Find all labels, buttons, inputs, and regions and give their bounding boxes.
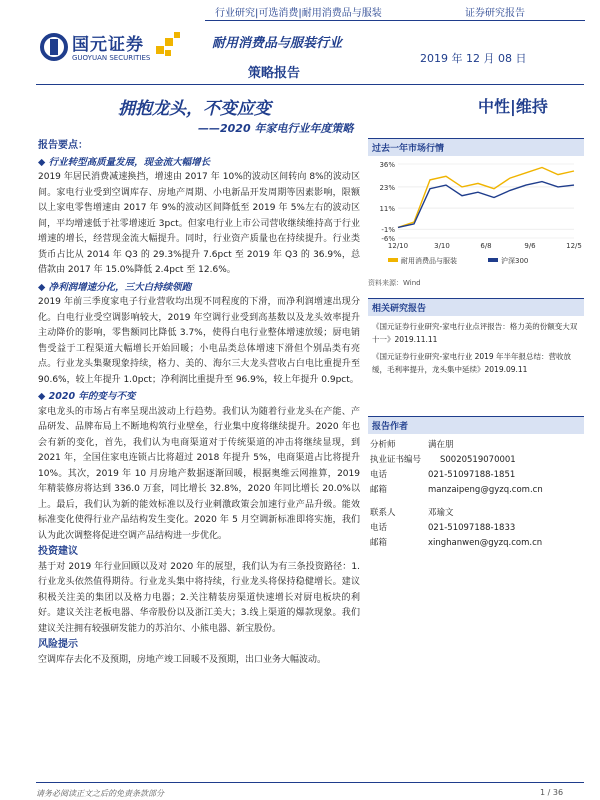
risk-heading: 风险提示 [38, 639, 78, 650]
company-name: 国元证券 [72, 35, 144, 55]
legend-swatch [388, 258, 398, 262]
series-line [398, 168, 574, 228]
contact-name: 邓瑜文 [428, 508, 454, 518]
x-tick-label: 9/6 [524, 242, 536, 250]
contact-phone: 021-51097188-1833 [428, 523, 516, 533]
logo-mark-icon [156, 32, 182, 62]
phone-label: 电话 [370, 523, 388, 533]
related-item[interactable]: 《国元证券行业研究-家电行业 2019 年半年报总结：营收放缓，毛利率提升，龙头集中延续》2019.09.11 [372, 352, 572, 374]
top-divider [205, 20, 585, 21]
y-tick-label: 11% [379, 205, 395, 214]
contact-email[interactable]: xinghanwen@gyzq.com.cn [428, 538, 543, 548]
risk-text: 空调库存去化不及预期，房地产竣工回暖不及预期，出口业务大幅波动。 [38, 654, 327, 665]
summary-heading: 报告要点： [38, 140, 88, 151]
report-kind: 策略报告 [248, 66, 301, 81]
legend-swatch [488, 258, 498, 262]
analyst-email[interactable]: manzaipeng@gyzq.com.cn [428, 485, 543, 495]
summary-column [38, 138, 360, 668]
chart-title: 过去一年市场行情 [368, 138, 584, 156]
analyst-phone: 021-51097188-1851 [428, 470, 516, 480]
series-line [398, 182, 574, 228]
report-type: 证券研究报告 [465, 8, 525, 19]
email-label: 邮箱 [370, 485, 388, 495]
bullet-title: ◆ 净利润增速分化，三大白持续领跑 [38, 280, 360, 296]
legend-label: 耐用消费品与服装 [401, 257, 457, 265]
market-chart-svg [368, 156, 584, 276]
x-tick-label: 12/5 [566, 242, 582, 250]
contact-label: 联系人 [370, 508, 396, 518]
y-tick-label: -6% [381, 235, 395, 243]
industry-name: 耐用消费品与服装行业 [212, 36, 343, 51]
invest-heading: 投资建议 [38, 546, 78, 557]
company-logo [40, 28, 190, 68]
chart-source: 资料来源：Wind [368, 279, 421, 287]
header-divider [36, 84, 584, 85]
logo-icon [40, 30, 68, 64]
email-label: 邮箱 [370, 538, 388, 548]
investment-rating: 中性|维持 [478, 97, 548, 116]
y-tick-label: 23% [379, 183, 395, 192]
bullet-text: 2019 年居民消费减速换挡，增速由 2017 年 10%的波动区间转向 8%的波动区间。家电行业受到空调库存、房地产周期、小电新品开发周期等因素影响，限额以上家电零售增速由 2017 年 9%的波动区间降低至 2019 年 5%左右的波动区间，平均增速低于社零增速近 3pct。但家电行业上市公司营收继续维持高于行业增速的增长，经营现金流大幅提升。同时，行业资产质量也在持续提升。行业类货币占比从 2014 年 Q3 的 29.3%提升 7.6pct 至 2019 年 Q3 的 36.9%，总借款由 2017 年 15.0%降低 2.4pct 至 12.6%。 [38, 172, 360, 275]
report-subtitle: ——2020 年家电行业年度策略 [198, 122, 354, 135]
page-number: 1 / 36 [540, 788, 564, 797]
footer-divider [36, 782, 584, 783]
x-tick-label: 12/10 [387, 242, 409, 250]
license-label: 执业证书编号 [370, 455, 422, 465]
analyst-name: 满在朋 [428, 440, 454, 450]
analyst-label: 分析师 [370, 440, 396, 450]
license-number: S0020519070001 [440, 455, 516, 465]
category-breadcrumb: 行业研究|可选消费|耐用消费品与服装 [215, 8, 382, 19]
y-tick-label: 36% [379, 161, 395, 169]
related-heading: 相关研究报告 [368, 298, 584, 316]
invest-text: 基于对 2019 年行业回顾以及对 2020 年的展望，我们认为有三条投资路径：1.行业龙头依然值得期待。行业龙头集中将持续，行业龙头将保持稳健增长。建议积极关注美的集团以及格力电器；2.关注精装房渠道快速增长对厨电板块的利好。建议关注老板电器、华帝股份以及浙江美大；3.线上渠道的爆款现象。我们建议关注拥有较强研发能力的苏泊尔、小熊电器、新宝股份。 [38, 561, 360, 634]
phone-label: 电话 [370, 470, 388, 480]
bullet-text: 2019 年前三季度家电子行业营收均出现不同程度的下滑，而净利润增速出现分化。白电行业受空调影响较大，2019 年空调行业受到高基数以及龙头效率提升主动降价的影响，零售额同比降低 3.7%，使得白电行业整体增速放缓；厨电销售受益于工程渠道大幅增长开始回暖；小电品类总体增速下滑但个别品类有亮点。行业龙头集聚现象持续，格力、美的、海尔三大龙头营收占白电比重提升至 90.6%，较上年提升 1.0pct；净利润比重提升至 96.9%，较上年提升 0.9pct。 [38, 297, 360, 385]
disclaimer-notice: 请务必阅读正文之后的免责条款部分 [36, 789, 164, 798]
legend-label: 沪深300 [501, 257, 529, 265]
market-chart [368, 156, 584, 276]
bullet-title: ◆ 行业转型高质量发展，现金流大幅增长 [38, 155, 360, 171]
bullet-text: 家电龙头的市场占有率呈现出波动上行趋势。我们认为随着行业龙头在产能、产品研发、品牌布局上不断地构筑行业壁垒，行业集中度将继续提升。2020 年也会有新的变化，首先，我们认为电商渠道对于传统渠道的冲击将继续显现，到 2021 年，全国住家电连锁占比将超过 2018 年提升 5%，电商渠道占比将提升 10%。其次，2019 年 10 月房地产数据逐渐回暖，根据奥维云网推算，2019 年精装修房将达到 336.0 万套，同比增长 32.8%，2020 年同比增长 20.0%以上。最后，我们认为新的能效标准以及行业刺激政策会加速行业产品升级。能效标准变化使得行业产品结构发生变化。2020 年 5 月空调新标准即将实施，我们认为此次调整将促进空调产品结构进一步优化。 [38, 406, 360, 541]
related-item[interactable]: 《国元证券行业研究-家电行业点评报告：格力美的份额变大双十一》2019.11.11 [372, 322, 578, 344]
y-tick-label: -1% [381, 226, 395, 235]
report-title: 拥抱龙头，不变应变 [118, 99, 271, 119]
x-tick-label: 3/10 [434, 242, 450, 250]
x-tick-label: 6/8 [480, 242, 492, 250]
authors-heading: 报告作者 [368, 416, 584, 434]
bullet-title: ◆ 2020 年的变与不变 [38, 389, 360, 405]
company-name-en: GUOYUAN SECURITIES [72, 54, 151, 62]
sidebar-column [368, 138, 584, 551]
report-date: 2019 年 12 月 08 日 [420, 52, 527, 65]
authors-block [368, 434, 584, 551]
